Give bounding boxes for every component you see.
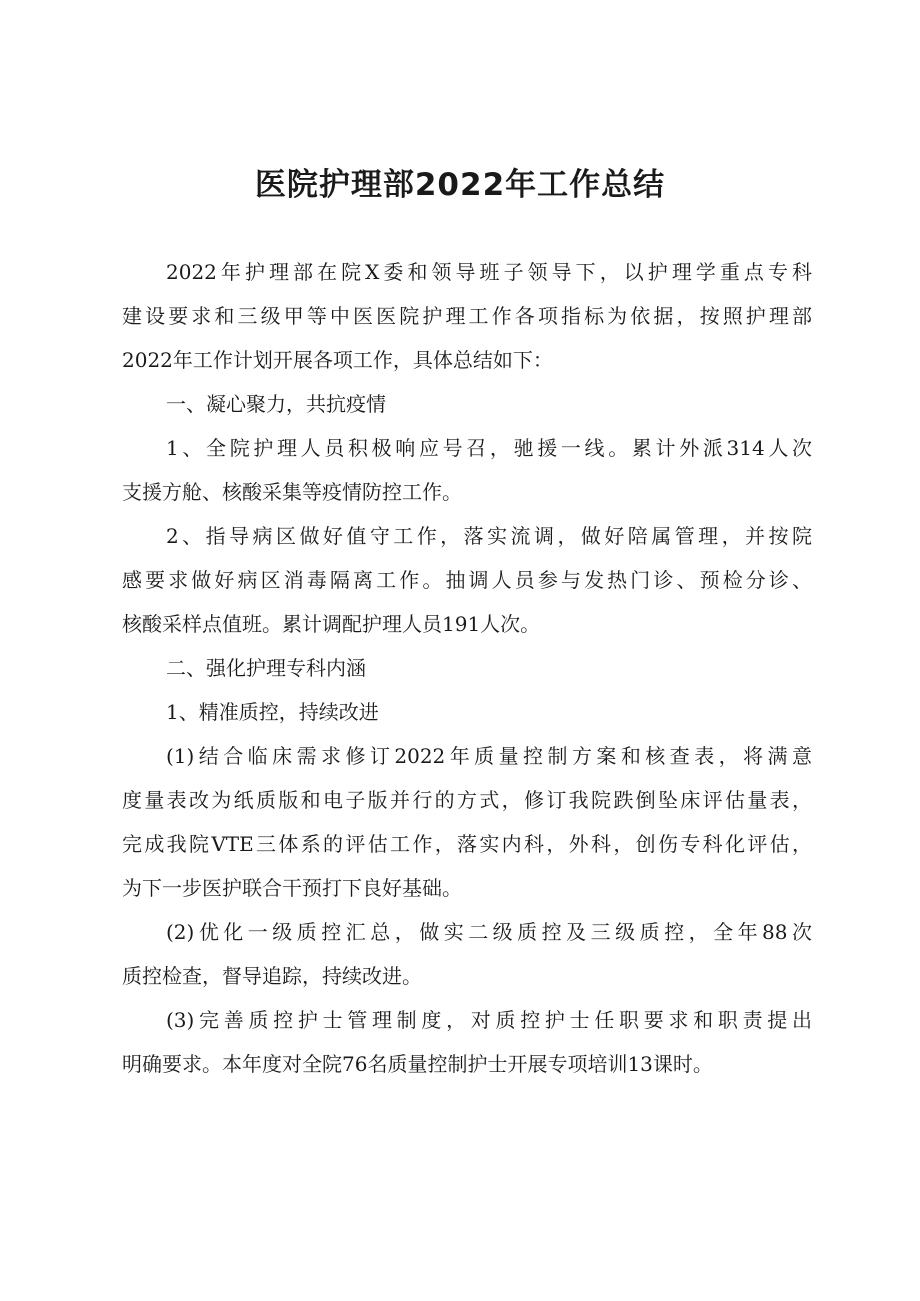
text-line: 建设要求和三级甲等中医医院护理工作各项指标为依据，按照护理部 [122,304,812,328]
text-line: 1、精准质控，持续改进 [166,700,379,724]
paragraph-item [122,426,812,514]
text-line: (1)结合临床需求修订2022年质量控制方案和核查表，将满意 [166,744,812,768]
text-line: 质控检查，督导追踪，持续改进。 [122,964,422,988]
subsection-heading [122,690,812,734]
text-line: 2、指导病区做好值守工作，落实流调，做好陪属管理，并按院 [166,524,812,548]
text-line: 核酸采样点值班。累计调配护理人员191人次。 [122,612,541,636]
text-line: 2022年护理部在院X委和领导班子领导下，以护理学重点专科 [166,260,812,284]
text-line: 感要求做好病区消毒隔离工作。抽调人员参与发热门诊、预检分诊、 [122,568,812,592]
section-heading [122,646,812,690]
text-line: 支援方舱、核酸采集等疫情防控工作。 [122,480,462,504]
paragraph-item [122,514,812,646]
text-line: 二、强化护理专科内涵 [166,656,366,680]
paragraph-item [122,910,812,998]
text-line: 1、全院护理人员积极响应号召，驰援一线。累计外派314人次 [166,436,812,460]
text-line: 2022年工作计划开展各项工作，具体总结如下： [122,348,553,372]
document-body [122,250,812,1086]
section-heading [122,382,812,426]
text-line: (2)优化一级质控汇总，做实二级质控及三级质控，全年88次 [166,920,812,944]
text-line: 明确要求。本年度对全院76名质量控制护士开展专项培训13课时。 [122,1052,713,1076]
document-title: 医院护理部2022年工作总结 [254,167,666,203]
text-line: 为下一步医护联合干预打下良好基础。 [122,876,462,900]
paragraph-intro [122,250,812,382]
text-line: 一、凝心聚力，共抗疫情 [166,392,386,416]
text-line: 度量表改为纸质版和电子版并行的方式，修订我院跌倒坠床评估量表， [122,788,812,812]
paragraph-item [122,998,812,1086]
text-line: (3)完善质控护士管理制度，对质控护士任职要求和职责提出 [166,1008,812,1032]
text-line: 完成我院VTE三体系的评估工作，落实内科，外科，创伤专科化评估， [122,832,812,856]
paragraph-item [122,734,812,910]
